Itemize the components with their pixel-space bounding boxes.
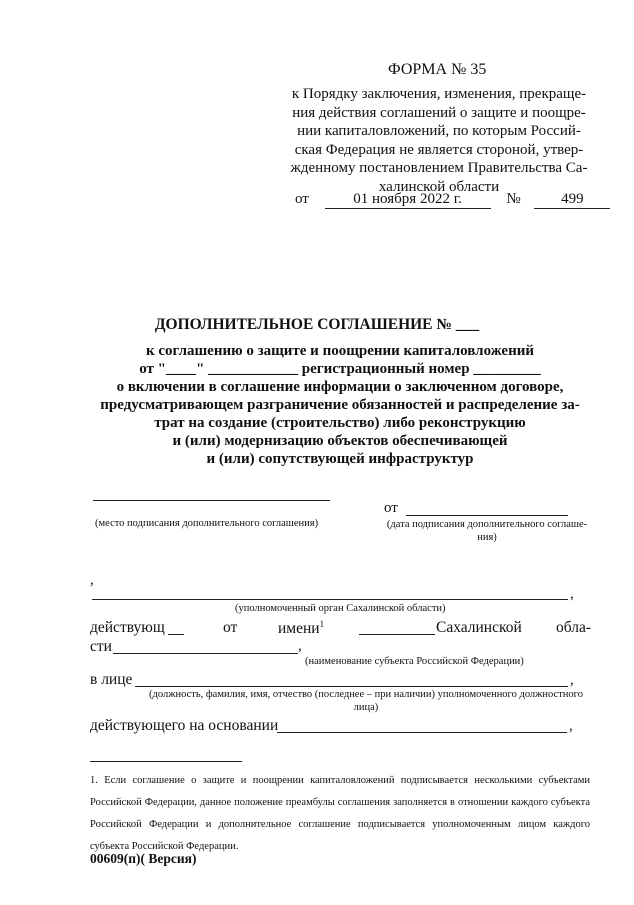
date-from-label: от — [384, 500, 398, 516]
authority-line — [92, 599, 568, 600]
region-part-2: сти — [90, 638, 112, 655]
comma-mark: , — [570, 586, 574, 602]
reference-row — [295, 191, 610, 209]
name-text: имени — [278, 620, 320, 638]
sakhalin-word: Сахалинской — [436, 619, 522, 636]
title-line-7: и (или) сопутствующей инфраструктур — [206, 451, 474, 467]
title-line-2: от "____" ____________ регистрационный номер _________ — [139, 361, 541, 377]
from-word: от — [223, 619, 238, 636]
decree-number: 499 — [534, 191, 610, 209]
footnote-separator — [90, 761, 242, 762]
name-blank-line — [359, 634, 435, 635]
footnote-ref: 1 — [319, 619, 325, 629]
name-word — [278, 619, 324, 638]
number-label: № — [506, 191, 521, 207]
basis-line — [277, 732, 567, 733]
decree-date: 01 ноября 2022 г. — [325, 191, 491, 209]
basis-label: действующего на основании — [90, 717, 279, 734]
person-caption: (должность, фамилия, имя, отчество (последнее – при наличии) уполномоченного должностного лица) — [149, 689, 583, 713]
region-part-1: обла- — [556, 619, 592, 636]
place-line — [93, 500, 330, 501]
comma-mark: , — [570, 672, 574, 688]
title-subtext — [86, 342, 594, 468]
acting-ending-line — [168, 634, 184, 635]
person-label: в лице — [90, 671, 133, 688]
comma-mark: , — [298, 638, 302, 654]
document-title: ДОПОЛНИТЕЛЬНОЕ СОГЛАШЕНИЕ № ___ — [154, 316, 480, 333]
subject-caption: (наименование субъекта Российской Федерации) — [305, 656, 524, 667]
version-code: 00609(п)( Версия) — [90, 851, 197, 866]
date-caption: (дата подписания дополнительного соглаше-ния) — [386, 519, 588, 543]
title-line-5: трат на создание (строительство) либо реконструкцию — [154, 415, 526, 431]
title-line-6: и (или) модернизацию объектов обеспечивающей — [172, 433, 508, 449]
comma-mark: , — [90, 572, 94, 588]
subject-line — [113, 653, 298, 654]
footnote-text: 1. Если соглашение о защите и поощрении капиталовложений подписывается несколькими субъектами Российской Федерации, данное положение преамбулы соглашения заполняется в отношении каждого субъекта Российской Федерации и дополнительное соглашение подписывается уполномоченным лицом каждого субъекта Российской Федерации. — [90, 775, 590, 852]
person-line — [135, 686, 568, 687]
from-label: от — [295, 191, 309, 207]
title-line-3: о включении в соглашение информации о заключенном договоре, — [116, 379, 564, 395]
acting-word: действующ — [90, 619, 165, 636]
form-number: ФОРМА № 35 — [388, 61, 487, 78]
preamble-text: к Порядку заключения, изменения, прекраще-ния действия соглашений о защите и поощре-нии капиталовложений, по которым Россий-ская Федерация не является стороной, утвер-жденному постановлением Правительства Са-халинской области — [290, 86, 588, 195]
place-caption: (место подписания дополнительного соглашения) — [95, 518, 319, 529]
title-line-4: предусматривающем разграничение обязанностей и распределение за- — [100, 397, 580, 413]
signing-date-line — [406, 515, 568, 516]
comma-mark: , — [569, 718, 573, 734]
title-line-1: к соглашению о защите и поощрении капиталовложений — [145, 343, 534, 359]
authority-caption: (уполномоченный орган Сахалинской области) — [235, 603, 446, 614]
